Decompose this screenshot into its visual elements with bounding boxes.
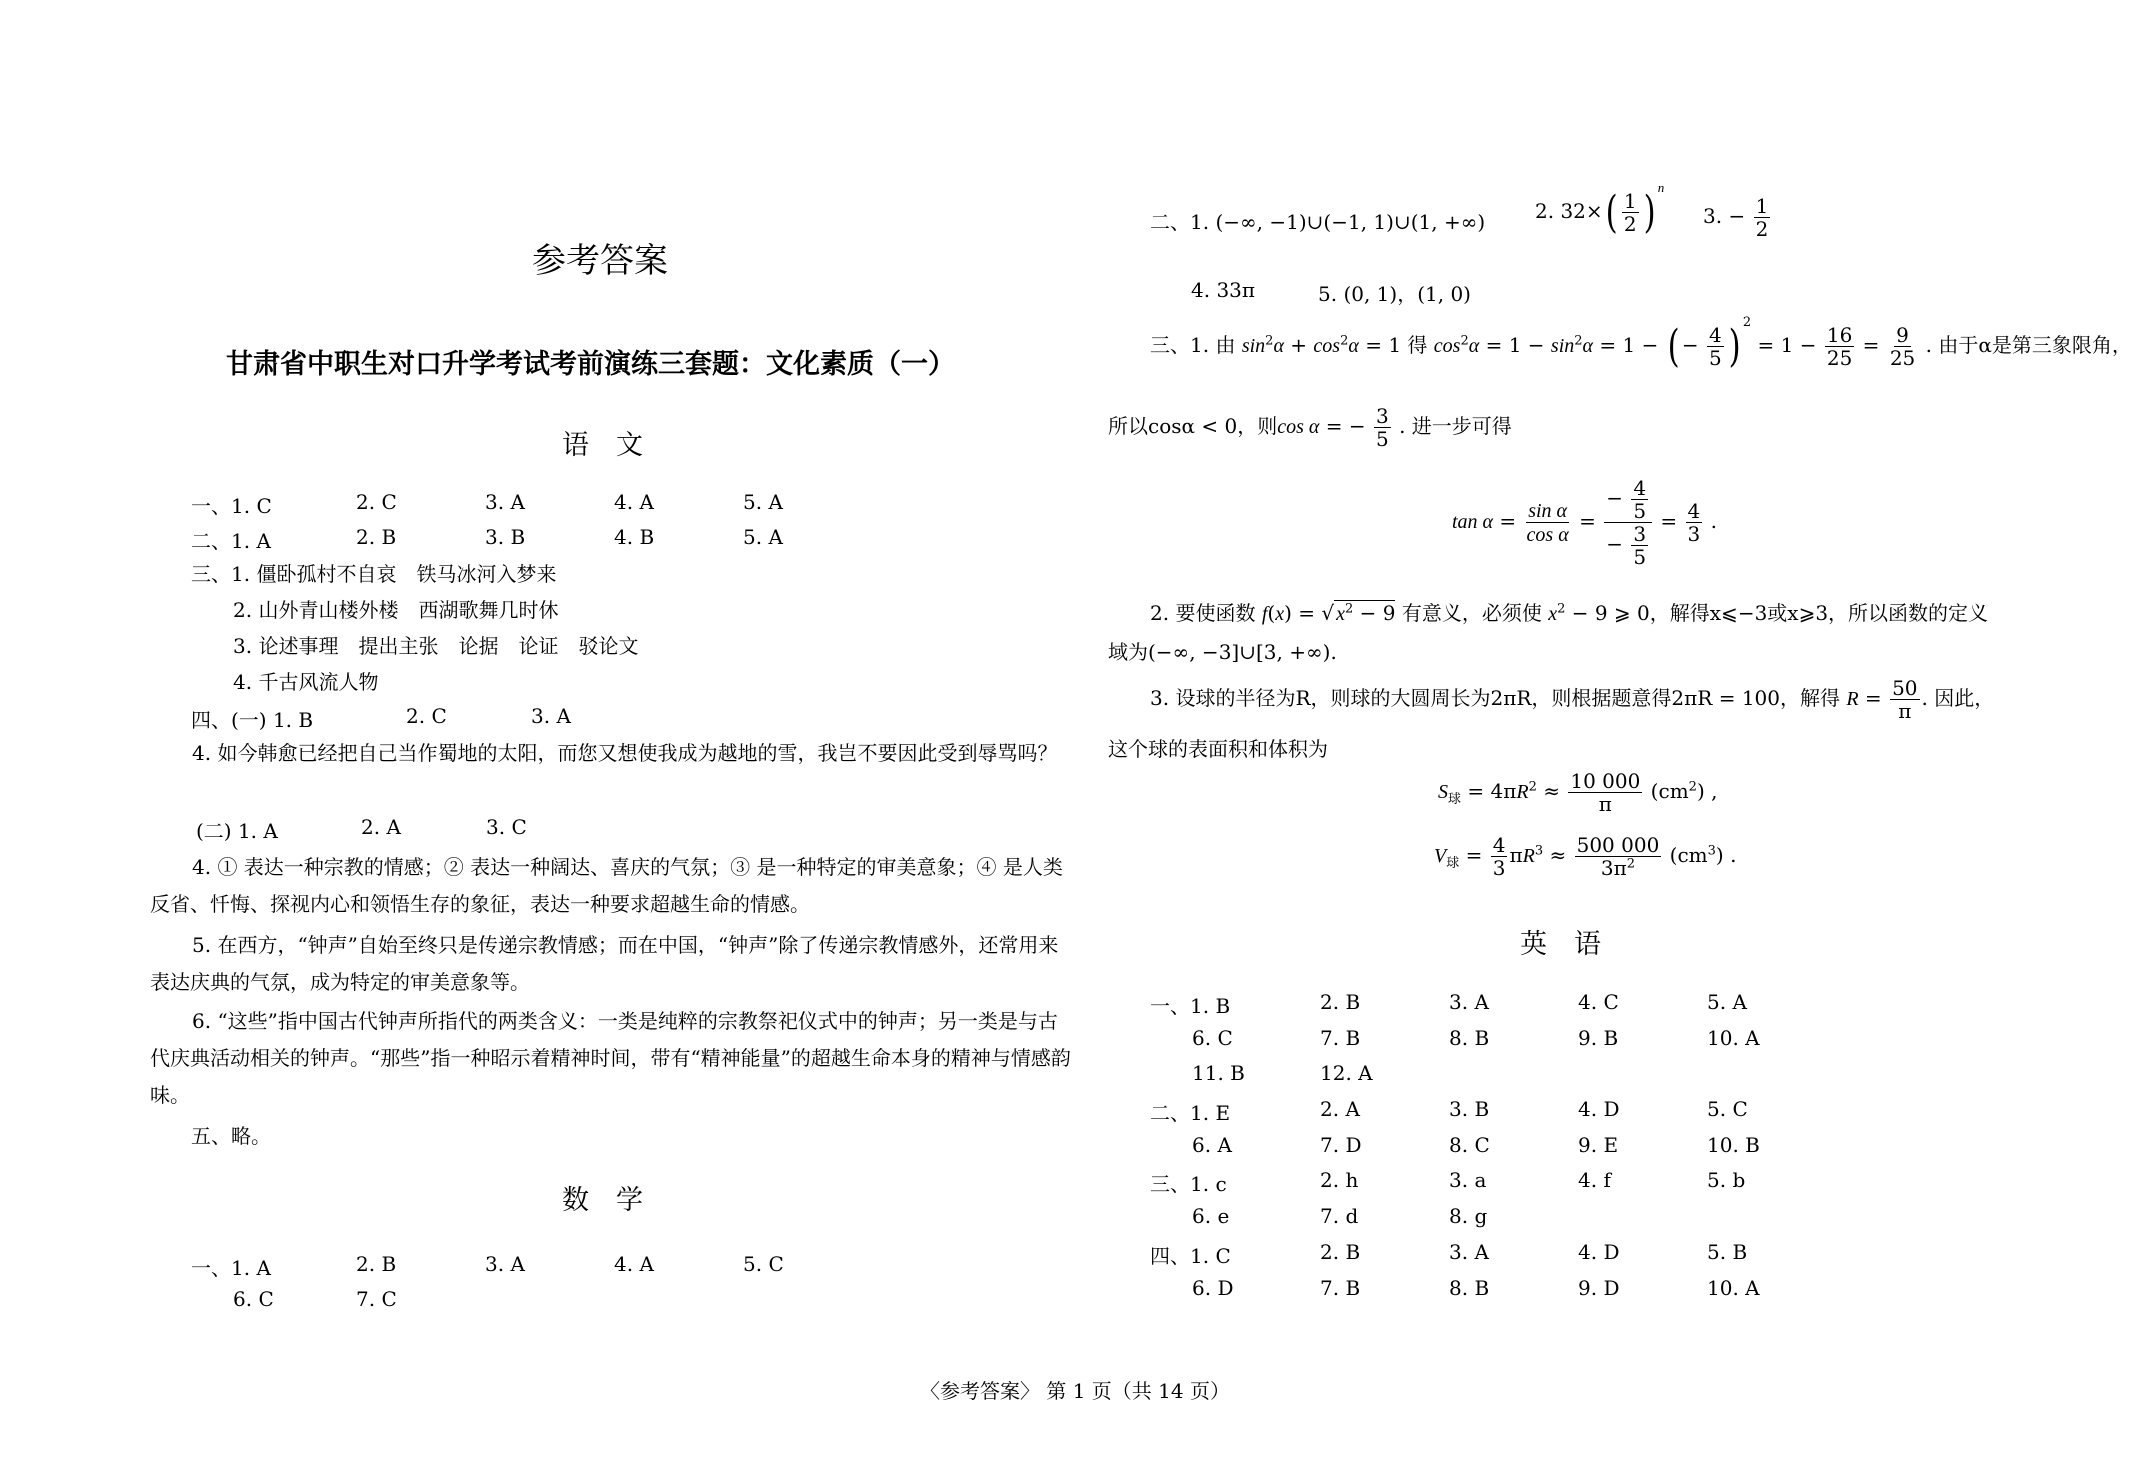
- answer-item: 6. D: [1192, 1276, 1234, 1300]
- answer-item: 6. A: [1192, 1133, 1232, 1157]
- yuwen-wu: 五、略。: [191, 1124, 271, 1148]
- answer-item: 2. C: [406, 704, 447, 728]
- answer-item: 11. B: [1192, 1061, 1245, 1085]
- shuxue-san-1-line2: 所以cosα < 0，则cos α = − $\frac{3}{5}$ . 进一步可得: [1108, 404, 1512, 451]
- answer-item: 4. D: [1578, 1240, 1620, 1264]
- answer-item: 3. A: [1449, 1240, 1489, 1264]
- yuwen-si-4: 4. 如今韩愈已经把自己当作蜀地的太阳，而您又想使我成为越地的雪，我岂不要因此受到辱骂吗？: [192, 741, 1058, 765]
- shuxue-san-1-line2b: 进一步可得: [1411, 414, 1512, 438]
- answer-item: 4. A: [614, 1252, 654, 1276]
- answer-item: 7. B: [1320, 1026, 1361, 1050]
- answer-item: 7. D: [1320, 1133, 1362, 1157]
- shuxue-er-1: 二、1. (−∞, −1)∪(−1, 1)∪(1, +∞): [1150, 210, 1486, 234]
- shuxue-tan-formula: tan α = $\frac{\text{sin α}}{\text{cos α}}$ = − $\frac{4}{5}$ − $\frac{3}{5}$ = $\frac{4}{3}$ .: [1452, 476, 1717, 569]
- answer-item: 8. g: [1449, 1204, 1488, 1228]
- answer-item: 8. B: [1449, 1026, 1490, 1050]
- page-subtitle: 甘肃省中职生对口升学考试考前演练三套题：文化素质（一）: [226, 349, 955, 380]
- answer-item: 3. C: [486, 815, 527, 839]
- answer-item: 3. B: [485, 525, 526, 549]
- answer-item: 2. C: [356, 490, 397, 514]
- yuwen-san-2: 2. 山外青山楼外楼 西湖歌舞几时休: [233, 598, 559, 622]
- yuwen-san-3: 3. 论述事理 提出主张 论据 论证 驳论文: [233, 634, 639, 658]
- answer-item: 5. A: [743, 525, 783, 549]
- answer-item: 10. A: [1707, 1026, 1760, 1050]
- yuwen-san-1: 三、1. 僵卧孤村不自哀 铁马冰河入梦来: [191, 562, 557, 586]
- section-heading-yingyu: 英 语: [1520, 929, 1601, 960]
- answer-item: 5. C: [1707, 1097, 1748, 1121]
- answer-item: 5. A: [1707, 990, 1747, 1014]
- answer-item: 9. E: [1578, 1133, 1619, 1157]
- answer-item: 5. B: [1707, 1240, 1748, 1264]
- answer-item: 2. B: [356, 1252, 397, 1276]
- shuxue-san-2-line2: 域为(−∞, −3]∪[3, +∞).: [1108, 640, 1337, 664]
- answer-item: 2. B: [1320, 1240, 1361, 1264]
- answer-item: 4. D: [1578, 1097, 1620, 1121]
- section-heading-yuwen: 语 文: [562, 430, 643, 461]
- shuxue-san-3-line2: 这个球的表面积和体积为: [1108, 737, 1328, 761]
- shuxue-san-1-suffix: 由于α是第三象限角，: [1938, 333, 2132, 357]
- shuxue-san-1-line2-text: 所以cosα < 0，则: [1108, 414, 1278, 438]
- sphere-surface-formula: $S_球 = 4\pi R^2$ ≈ $\frac{10 000}{\pi}$ $(cm^2)$ ,: [1438, 769, 1718, 816]
- yuwen-p4: 4. ① 表达一种宗教的情感；② 表达一种阔达、喜庆的气氛；③ 是一种特定的审美意象；④ 是人类反省、忏悔、探视内心和领悟生存的象征，表达一种要求超越生命的情感。: [150, 855, 1063, 916]
- shuxue-er-4: 4. 33π: [1191, 278, 1256, 302]
- answer-item: 12. A: [1320, 1061, 1373, 1085]
- answer-item: 6. C: [1192, 1026, 1233, 1050]
- answer-item: 二、1. E: [1150, 1101, 1231, 1125]
- answer-item: 2. h: [1320, 1168, 1359, 1192]
- shuxue-san-2-text: 2. 要使函数: [1150, 601, 1256, 625]
- shuxue-san-1: 三、1. 由 $\sin^2\alpha + \cos^2\alpha = 1$ 得 $\cos^2\alpha = 1 - \sin^2\alpha = 1$ − ( − $\frac{4}{5}$ ) $^2$ = 1 − $\frac{16}{25}$ = $\frac{9}{25}$ . 由于α是第三象限角，: [1150, 315, 2132, 372]
- answer-item: 8. B: [1449, 1276, 1490, 1300]
- answer-item: 3. A: [485, 1252, 525, 1276]
- shuxue-er-3-label: 3.: [1703, 204, 1723, 228]
- answer-item: 5. b: [1707, 1168, 1746, 1192]
- shuxue-san-2-text-c: ，解得x⩽−3或x⩾3，所以函数的定义: [1649, 601, 1989, 625]
- shuxue-er-5: 5. (0, 1)，(1, 0): [1318, 282, 1471, 306]
- shuxue-er-2: 2. 32×( $\frac{1}{2}$ ) $^n$: [1535, 180, 1665, 238]
- answer-item: 2. B: [1320, 990, 1361, 1014]
- page-footer: 〈参考答案〉 第 1 页（共 14 页）: [920, 1379, 1230, 1403]
- answer-item: 四、(一) 1. B: [191, 708, 314, 732]
- yuwen-p5: 5. 在西方，“钟声”自始至终只是传递宗教情感；而在中国，“钟声”除了传递宗教情感外，还常用来表达庆典的气氛，成为特定的审美意象等。: [150, 933, 1059, 994]
- answer-item: 2. A: [1320, 1097, 1360, 1121]
- answer-item: 4. C: [1578, 990, 1619, 1014]
- answer-item: 10. B: [1707, 1133, 1760, 1157]
- yuwen-p6: 6. “这些”指中国古代钟声所指代的两类含义：一类是纯粹的宗教祭祀仪式中的钟声；另一类是与古代庆典活动相关的钟声。“那些”指一种昭示着精神时间，带有“精神能量”的超越生命本身的精神与情感韵味。: [150, 1009, 1071, 1107]
- answer-item: 3. A: [485, 490, 525, 514]
- answer-item: 2. B: [356, 525, 397, 549]
- answer-item: 10. A: [1707, 1276, 1760, 1300]
- yuwen-san-4: 4. 千古风流人物: [233, 670, 379, 694]
- answer-item: 一、1. B: [1150, 994, 1231, 1018]
- answer-item: 3. a: [1449, 1168, 1487, 1192]
- shuxue-san-2: 2. 要使函数 f(x) = √ $x^2 - 9$ 有意义，必须使 $x^2 - 9$ ⩾ 0，解得x⩽−3或x⩾3，所以函数的定义: [1150, 601, 1989, 625]
- answer-item: 9. B: [1578, 1026, 1619, 1050]
- answer-item: 四、1. C: [1150, 1244, 1231, 1268]
- answer-item: 4. f: [1578, 1168, 1611, 1192]
- shuxue-er-2-label: 2. 32×: [1535, 199, 1603, 223]
- answer-item: 三、1. c: [1150, 1172, 1227, 1196]
- answer-item: 5. C: [743, 1252, 784, 1276]
- answer-item: 7. B: [1320, 1276, 1361, 1300]
- shuxue-san-1-prefix: 三、1. 由: [1150, 333, 1236, 357]
- answer-item: 7. d: [1320, 1204, 1359, 1228]
- answer-item: 4. A: [614, 490, 654, 514]
- sphere-volume-formula: $V_球$ = $\frac{4}{3}$ $\pi R^3$ ≈ $\frac{500 000}{3\pi^2}$ $(cm^3)$ .: [1434, 833, 1737, 880]
- answer-item: 3. A: [1449, 990, 1489, 1014]
- shuxue-san-3: 3. 设球的半径为R，则球的大圆周长为2πR，则根据题意得2πR = 100，解得 R = $\frac{50}{\pi}$ . 因此，: [1150, 676, 1995, 723]
- section-heading-shuxue: 数 学: [562, 1185, 643, 1216]
- answer-item: 一、1. A: [191, 1256, 271, 1280]
- answer-item: 9. D: [1578, 1276, 1620, 1300]
- answer-item: 3. A: [531, 704, 571, 728]
- answer-item: 7. C: [356, 1287, 397, 1311]
- answer-item: 5. A: [743, 490, 783, 514]
- answer-item: 4. B: [614, 525, 655, 549]
- answer-item: (二) 1. A: [196, 819, 278, 843]
- answer-item: 二、1. A: [191, 529, 271, 553]
- shuxue-er-3: 3. − $\frac{1}{2}$: [1703, 194, 1769, 241]
- answer-item: 3. B: [1449, 1097, 1490, 1121]
- page-title: 参考答案: [532, 241, 668, 281]
- answer-item: 2. A: [361, 815, 401, 839]
- shuxue-san-2-text-b: 有意义，必须使: [1401, 601, 1542, 625]
- answer-item: 8. C: [1449, 1133, 1490, 1157]
- shuxue-san-3-text-b: . 因此，: [1921, 686, 1995, 710]
- answer-item: 一、1. C: [191, 494, 272, 518]
- answer-item: 6. e: [1192, 1204, 1230, 1228]
- answer-item: 6. C: [233, 1287, 274, 1311]
- shuxue-san-3-text: 3. 设球的半径为R，则球的大圆周长为2πR，则根据题意得2πR = 100，解得: [1150, 686, 1840, 710]
